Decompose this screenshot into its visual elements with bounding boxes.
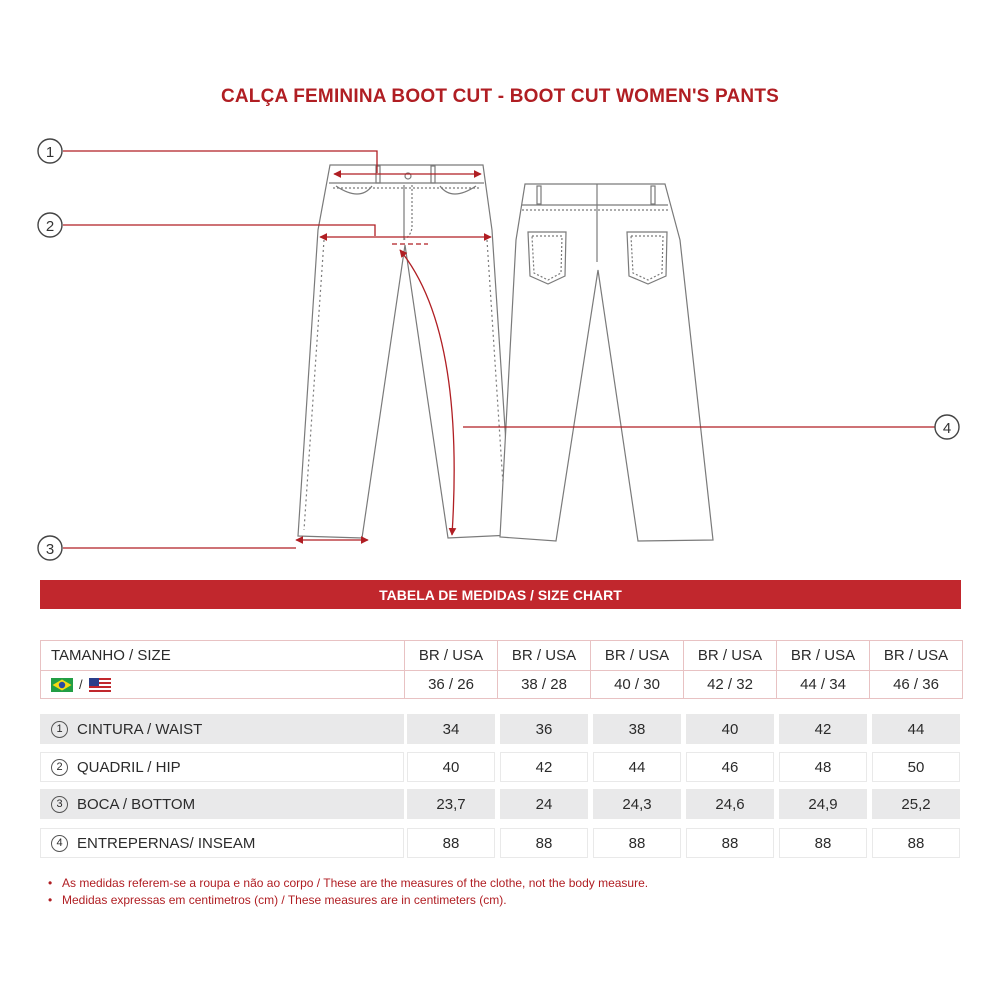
flag-separator: / <box>79 677 83 692</box>
region-header: BR / USA <box>418 647 484 664</box>
measure-value: 88 <box>907 834 925 852</box>
usa-flag-icon <box>89 678 111 692</box>
region-header-cell <box>683 640 777 671</box>
region-header-cell <box>590 640 684 671</box>
measure-value-cell <box>779 828 867 858</box>
measure-value-cell <box>593 714 681 744</box>
measure-value: 88 <box>721 834 739 852</box>
measure-label: QUADRIL / HIP <box>77 758 181 776</box>
measure-value: 24,9 <box>808 795 838 813</box>
size-label: TAMANHO / SIZE <box>51 647 171 664</box>
measure-label: CINTURA / WAIST <box>77 720 203 738</box>
region-header: BR / USA <box>883 647 949 664</box>
measure-value-cell <box>593 789 681 819</box>
measure-value: 88 <box>535 834 553 852</box>
region-header: BR / USA <box>511 647 577 664</box>
measure-value-cell <box>593 828 681 858</box>
measure-label-cell <box>40 828 404 858</box>
region-header: BR / USA <box>604 647 670 664</box>
measure-number-icon: 2 <box>51 759 68 776</box>
measure-value-cell <box>686 828 774 858</box>
measure-value: 40 <box>721 720 739 738</box>
measure-value: 25,2 <box>901 795 931 813</box>
front-pants-illustration <box>298 165 512 538</box>
size-value: 42 / 32 <box>707 676 753 693</box>
svg-text:4: 4 <box>942 420 952 437</box>
measure-value-cell <box>779 789 867 819</box>
page-title: CALÇA FEMININA BOOT CUT - BOOT CUT WOMEN'S PANTS <box>220 86 780 107</box>
size-value-cell <box>404 670 498 699</box>
size-chart-banner: TABELA DE MEDIDAS / SIZE CHART <box>40 580 961 609</box>
size-value-cell <box>869 670 963 699</box>
measure-value: 42 <box>535 758 553 776</box>
measure-value-cell <box>779 752 867 782</box>
measure-label-cell <box>40 789 404 819</box>
region-header-cell <box>776 640 870 671</box>
measure-value-cell <box>500 828 588 858</box>
back-pants-illustration <box>500 184 713 541</box>
measure-value-cell <box>686 714 774 744</box>
measure-value-cell <box>407 714 495 744</box>
flags-cell <box>40 670 405 699</box>
measure-value: 50 <box>907 758 925 776</box>
measure-value-cell <box>872 714 960 744</box>
region-header-cell <box>869 640 963 671</box>
measure-label-cell <box>40 714 404 744</box>
measure-value-cell <box>872 752 960 782</box>
size-value: 38 / 28 <box>521 676 567 693</box>
svg-text:2: 2 <box>45 218 55 235</box>
region-header-cell <box>497 640 591 671</box>
size-value: 44 / 34 <box>800 676 846 693</box>
measure-value-cell <box>500 752 588 782</box>
measure-label: BOCA / BOTTOM <box>77 795 196 813</box>
measure-value-cell <box>779 714 867 744</box>
note-item: • Medidas expressas em centimetros (cm) / These measures are in centimeters (cm). <box>48 893 507 907</box>
measure-value: 40 <box>442 758 460 776</box>
measure-value: 44 <box>907 720 925 738</box>
measure-value-cell <box>686 752 774 782</box>
measure-value: 24,3 <box>622 795 652 813</box>
measure-value: 88 <box>814 834 832 852</box>
marker-4 <box>935 415 959 439</box>
measure-value-cell <box>407 828 495 858</box>
measure-value: 24,6 <box>715 795 745 813</box>
size-value: 40 / 30 <box>614 676 660 693</box>
measure-number-icon: 4 <box>51 835 68 852</box>
size-value-cell <box>497 670 591 699</box>
size-label-cell <box>40 640 405 671</box>
measure-value: 24 <box>535 795 553 813</box>
measure-value: 44 <box>628 758 646 776</box>
measure-value: 46 <box>721 758 739 776</box>
measure-value-cell <box>593 752 681 782</box>
svg-text:1: 1 <box>45 144 55 161</box>
region-header: BR / USA <box>790 647 856 664</box>
brazil-flag-icon <box>51 678 73 692</box>
measure-label: ENTREPERNAS/ INSEAM <box>77 834 256 852</box>
measure-value-cell <box>407 789 495 819</box>
marker-1 <box>38 139 62 163</box>
measure-value: 42 <box>814 720 832 738</box>
measure-value-cell <box>872 828 960 858</box>
measure-value-cell <box>686 789 774 819</box>
measure-value: 88 <box>442 834 460 852</box>
measure-value: 23,7 <box>436 795 466 813</box>
measure-value-cell <box>500 789 588 819</box>
measure-value: 38 <box>628 720 646 738</box>
size-value: 36 / 26 <box>428 676 474 693</box>
marker-2 <box>38 213 62 237</box>
measure-label-cell <box>40 752 404 782</box>
measure-value: 88 <box>628 834 646 852</box>
measure-value: 48 <box>814 758 832 776</box>
measure-number-icon: 3 <box>51 796 68 813</box>
size-value-cell <box>683 670 777 699</box>
size-value: 46 / 36 <box>893 676 939 693</box>
measure-value-cell <box>407 752 495 782</box>
marker-3 <box>38 536 62 560</box>
measure-value-cell <box>872 789 960 819</box>
region-header-cell <box>404 640 498 671</box>
measure-value-cell <box>500 714 588 744</box>
svg-text:3: 3 <box>45 541 55 558</box>
size-value-cell <box>590 670 684 699</box>
measure-value: 36 <box>535 720 553 738</box>
note-item: • As medidas referem-se a roupa e não ao corpo / These are the measures of the clothe, not the body measure. <box>48 876 649 890</box>
size-value-cell <box>776 670 870 699</box>
region-header: BR / USA <box>697 647 763 664</box>
measure-number-icon: 1 <box>51 721 68 738</box>
measure-value: 34 <box>442 720 460 738</box>
notes <box>48 875 648 909</box>
